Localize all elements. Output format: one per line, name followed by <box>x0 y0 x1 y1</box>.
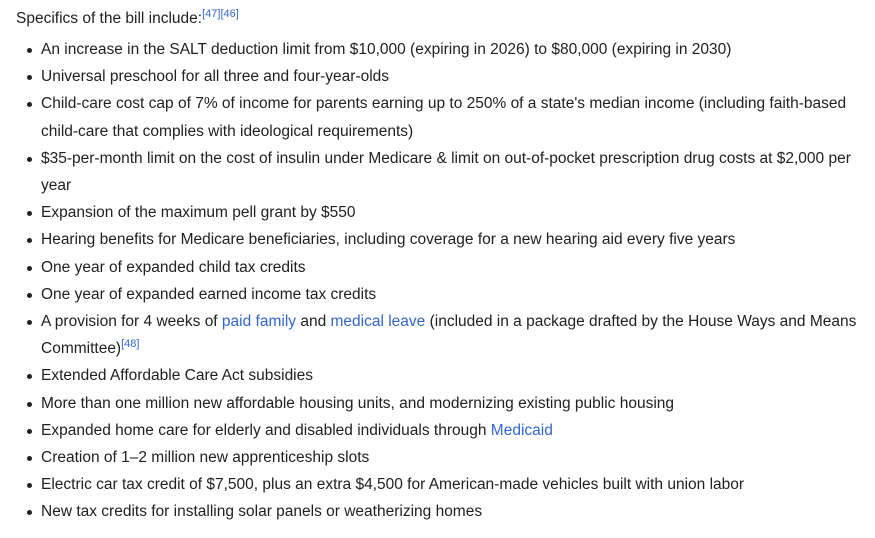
paid-family-leave-link[interactable]: paid family <box>221 313 297 331</box>
list-item <box>41 254 861 281</box>
list-item-text: An increase in the SALT deduction limit from $10,000 (expiring in 2026) to $80,000 (expiring in 2030) <box>41 41 732 58</box>
list-item-text: Creation of 1–2 million new apprenticeship slots <box>41 449 370 467</box>
list-item <box>41 63 861 90</box>
list-item <box>41 308 861 362</box>
list-item <box>41 417 861 444</box>
citation-link[interactable]: [48] <box>121 338 140 351</box>
list-item <box>41 390 861 417</box>
citation-group <box>121 338 139 350</box>
citation-group <box>202 8 239 20</box>
citation-link[interactable]: [46] <box>220 8 239 20</box>
list-item <box>41 281 861 308</box>
list-item-text: One year of expanded child tax credits <box>41 258 306 276</box>
list-item-text: Extended Affordable Care Act subsidies <box>41 367 313 385</box>
citation-link[interactable]: [47] <box>202 8 221 20</box>
list-item <box>41 90 861 144</box>
list-item-text: and <box>296 313 331 331</box>
list-item-text: Expanded home care for elderly and disabled individuals through <box>41 421 491 439</box>
list-item-text: $35-per-month limit on the cost of insulin under Medicare & limit on out-of-pocket prescription drug costs at $2,000 per year <box>41 149 851 195</box>
list-item-text: Universal preschool for all three and four-year-olds <box>41 68 390 86</box>
list-item-text: A provision for 4 weeks of <box>41 313 222 331</box>
list-item-text: Child-care cost cap of 7% of income for parents earning up to 250% of a state's median income (including faith-based child-care that complies with ideological requirements) <box>41 95 847 140</box>
list-item <box>41 226 861 253</box>
list-item-text: Hearing benefits for Medicare beneficiaries, including coverage for a new hearing aid every five years <box>41 231 736 249</box>
list-item <box>41 471 861 498</box>
medical-leave-link[interactable]: medical leave <box>330 313 426 331</box>
list-item-text: One year of expanded earned income tax credits <box>41 285 377 303</box>
intro-paragraph <box>16 5 875 32</box>
list-item-text: Expansion of the maximum pell grant by $550 <box>41 204 356 222</box>
list-item <box>41 498 861 525</box>
list-item <box>41 199 861 226</box>
list-item <box>41 36 861 63</box>
medicaid-link[interactable]: Medicaid <box>490 421 553 439</box>
list-item <box>41 362 861 389</box>
list-item <box>41 444 861 471</box>
list-item-text: (included in a package drafted by the House Ways and Means Committee) <box>41 313 857 358</box>
bill-specifics-list <box>16 36 861 526</box>
list-item-text: New tax credits for installing solar panels or weatherizing homes <box>41 503 483 521</box>
list-item-text: More than one million new affordable housing units, and modernizing existing public housing <box>41 394 675 412</box>
list-item <box>41 145 861 199</box>
list-item-text: Electric car tax credit of $7,500, plus an extra $4,500 for American-made vehicles built with union labor <box>41 476 745 494</box>
intro-text: Specifics of the bill include: <box>16 10 203 27</box>
